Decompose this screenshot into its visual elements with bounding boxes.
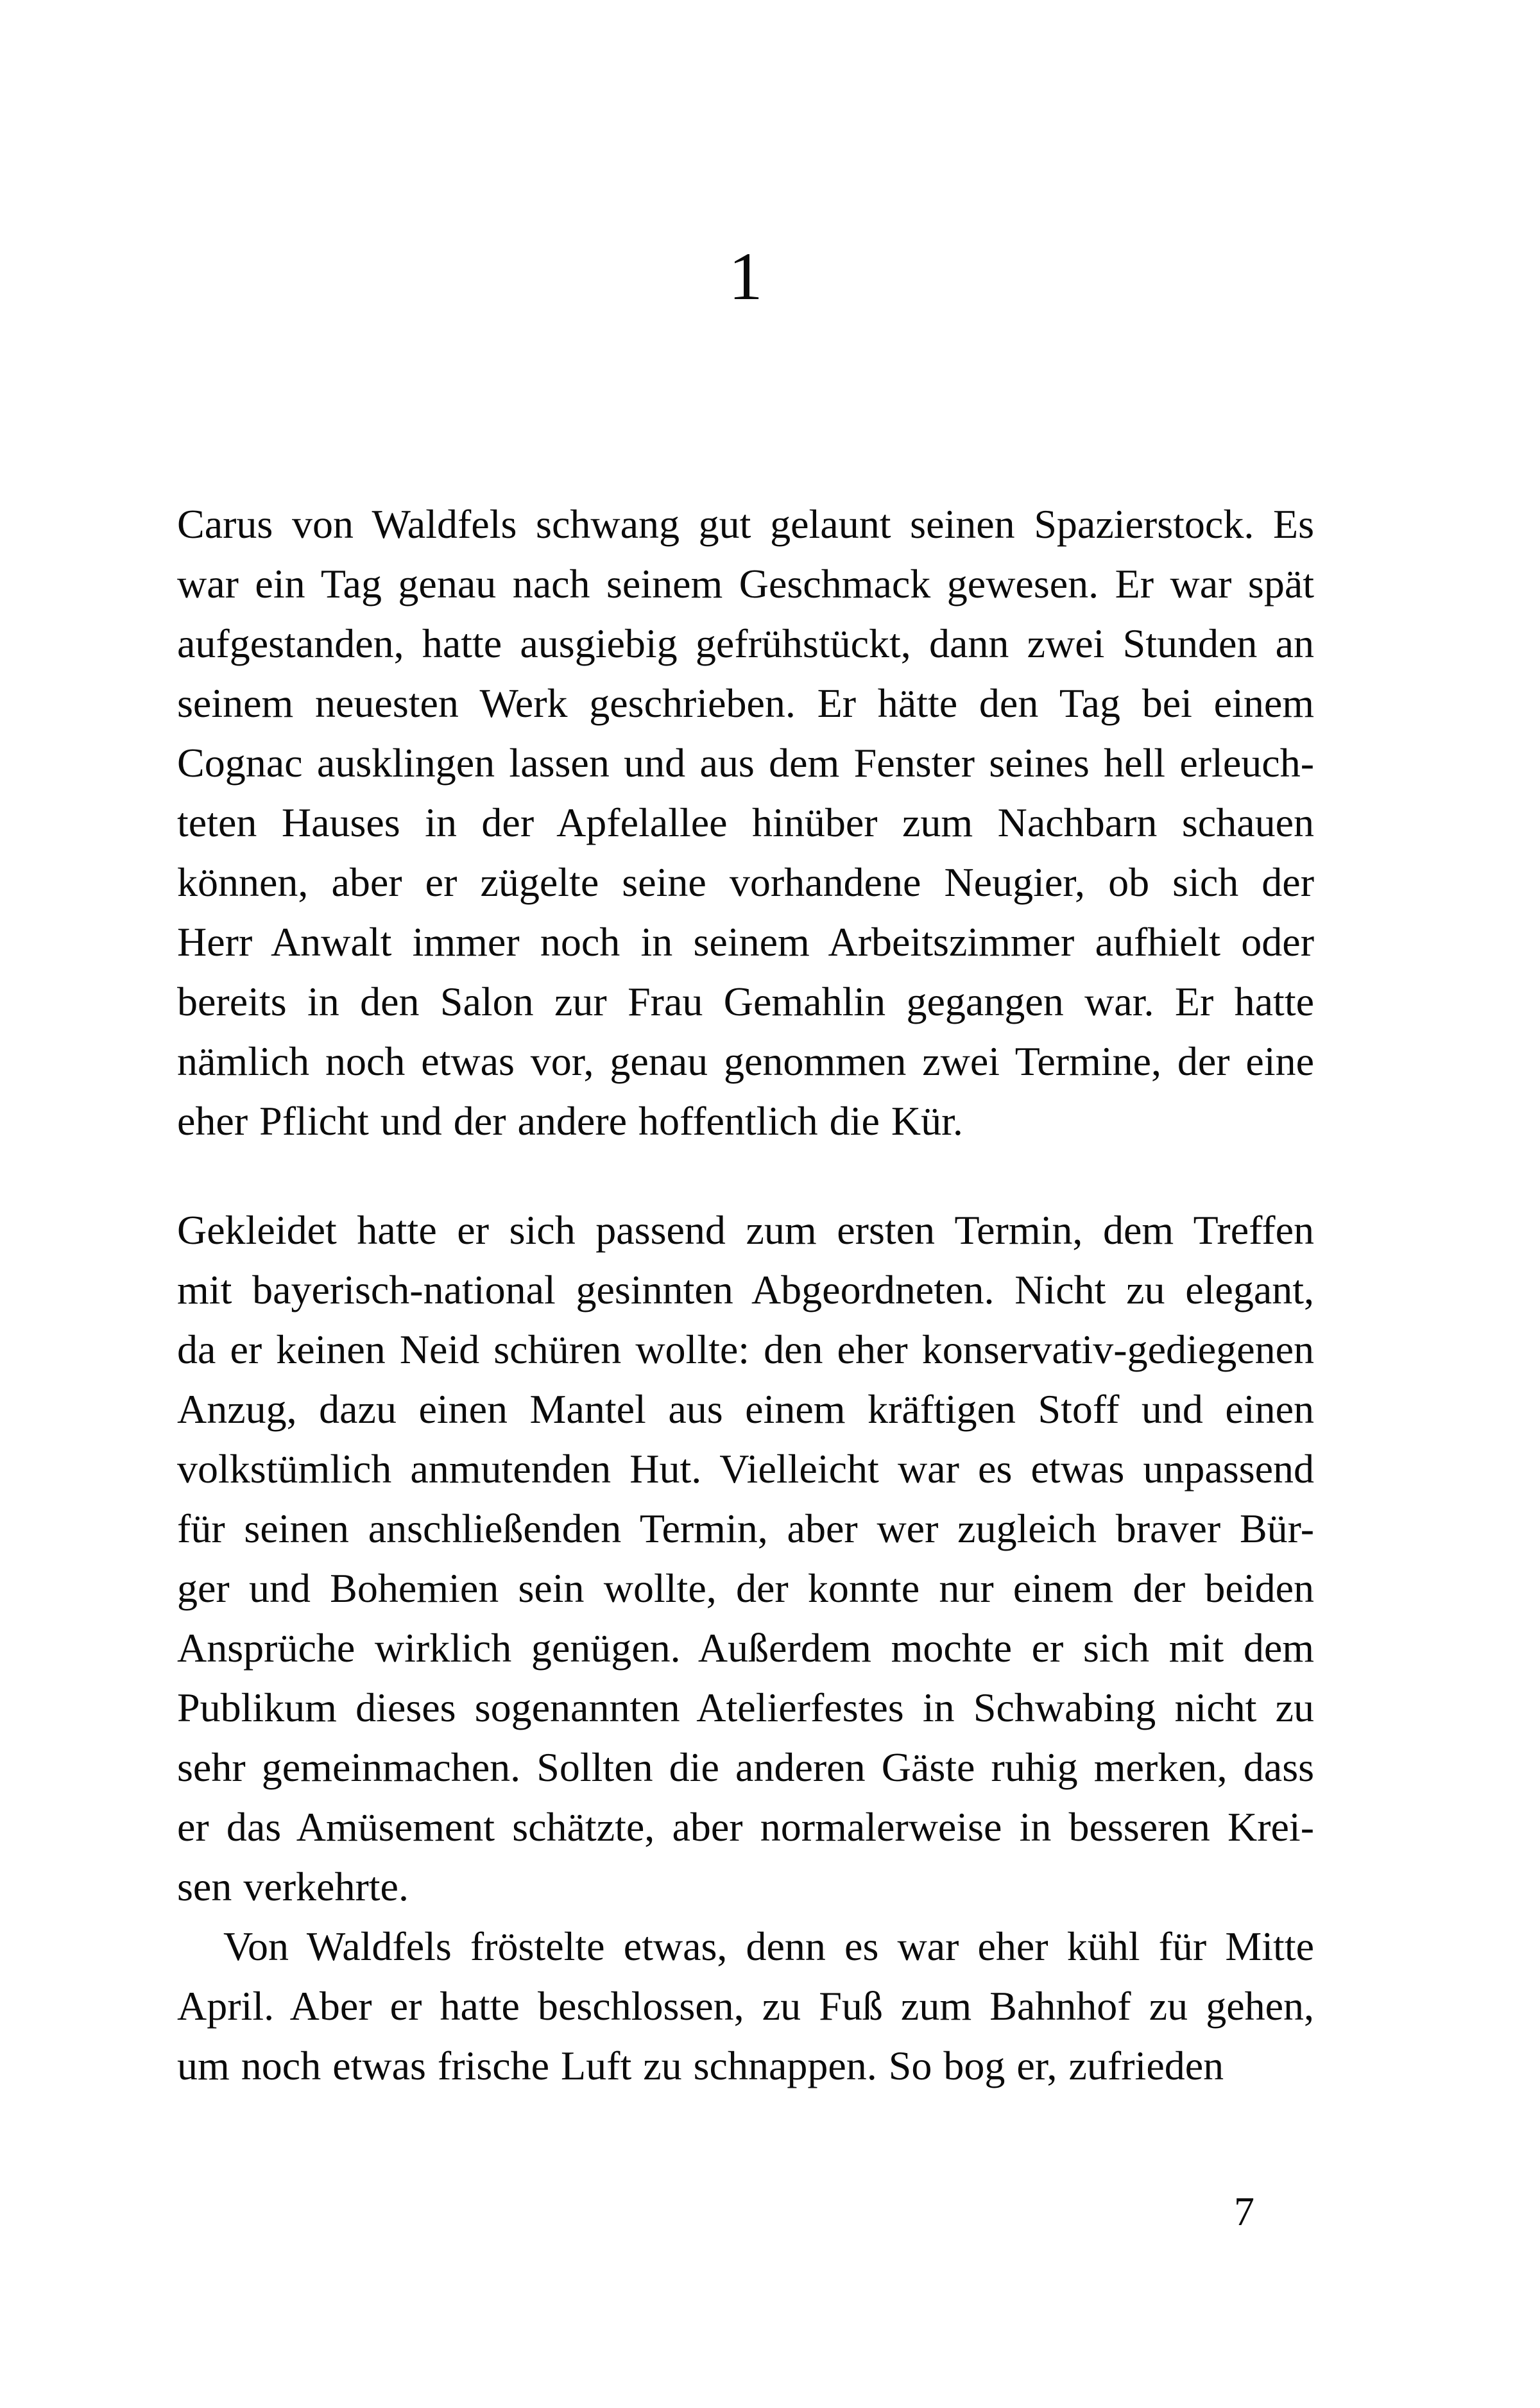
page-number: 7 (1234, 2189, 1254, 2234)
text-line: eher Pflicht und der andere hoffentlich die Kür. (177, 1098, 963, 1144)
text-line: Cognac ausklingen lassen und aus dem Fenster seines hell erleuch- (177, 740, 1314, 786)
text-line: Carus von Waldfels schwang gut gelaunt seinen Spazierstock. Es (177, 501, 1314, 547)
text-line: Ansprüche wirklich genügen. Außerdem mochte er sich mit dem (177, 1625, 1314, 1671)
text-line: ger und Bohemien sein wollte, der konnte nur einem der beiden (177, 1565, 1314, 1611)
paragraph (177, 1200, 1314, 1916)
text-line: April. Aber er hatte beschlossen, zu Fuß zum Bahnhof zu gehen, (177, 1983, 1314, 2029)
text-line: sen verkehrte. (177, 1864, 409, 1909)
text-line: können, aber er zügelte seine vorhandene Neugier, ob sich der (177, 859, 1314, 905)
paragraph (177, 494, 1314, 1151)
text-line: mit bayerisch-national gesinnten Abgeordneten. Nicht zu elegant, (177, 1267, 1314, 1312)
text-line: aufgestanden, hatte ausgiebig gefrühstückt, dann zwei Stunden an (177, 621, 1314, 666)
text-line: um noch etwas frische Luft zu schnappen. So bog er, zufrieden (177, 2043, 1224, 2088)
text-line: Anzug, dazu einen Mantel aus einem kräftigen Stoff und einen (177, 1386, 1314, 1432)
text-line: Publikum dieses sogenannten Atelierfestes in Schwabing nicht zu (177, 1685, 1314, 1730)
text-line: da er keinen Neid schüren wollte: den eher konservativ-gediegenen (177, 1327, 1314, 1372)
text-block (177, 494, 1314, 2095)
text-line: Von Waldfels fröstelte etwas, denn es war eher kühl für Mitte (223, 1923, 1314, 1969)
text-line: Gekleidet hatte er sich passend zum ersten Termin, dem Treffen (177, 1207, 1314, 1253)
text-line: teten Hauses in der Apfelallee hinüber zum Nachbarn schauen (177, 800, 1314, 845)
text-line: war ein Tag genau nach seinem Geschmack gewesen. Er war spät (177, 561, 1314, 606)
text-line: nämlich noch etwas vor, genau genommen zwei Termine, der eine (177, 1038, 1314, 1084)
text-line: bereits in den Salon zur Frau Gemahlin gegangen war. Er hatte (177, 979, 1314, 1024)
text-line: für seinen anschließenden Termin, aber wer zugleich braver Bür- (177, 1506, 1314, 1551)
text-line: sehr gemeinmachen. Sollten die anderen Gäste ruhig merken, dass (177, 1744, 1314, 1790)
text-line: Herr Anwalt immer noch in seinem Arbeitszimmer aufhielt oder (177, 919, 1314, 965)
text-line: seinem neuesten Werk geschrieben. Er hätte den Tag bei einem (177, 680, 1314, 726)
text-line: er das Amüsement schätzte, aber normalerweise in besseren Krei- (177, 1804, 1314, 1850)
text-line: volkstümlich anmutenden Hut. Vielleicht war es etwas unpassend (177, 1446, 1314, 1492)
chapter-number: 1 (728, 239, 763, 314)
paragraph (177, 1916, 1314, 2095)
